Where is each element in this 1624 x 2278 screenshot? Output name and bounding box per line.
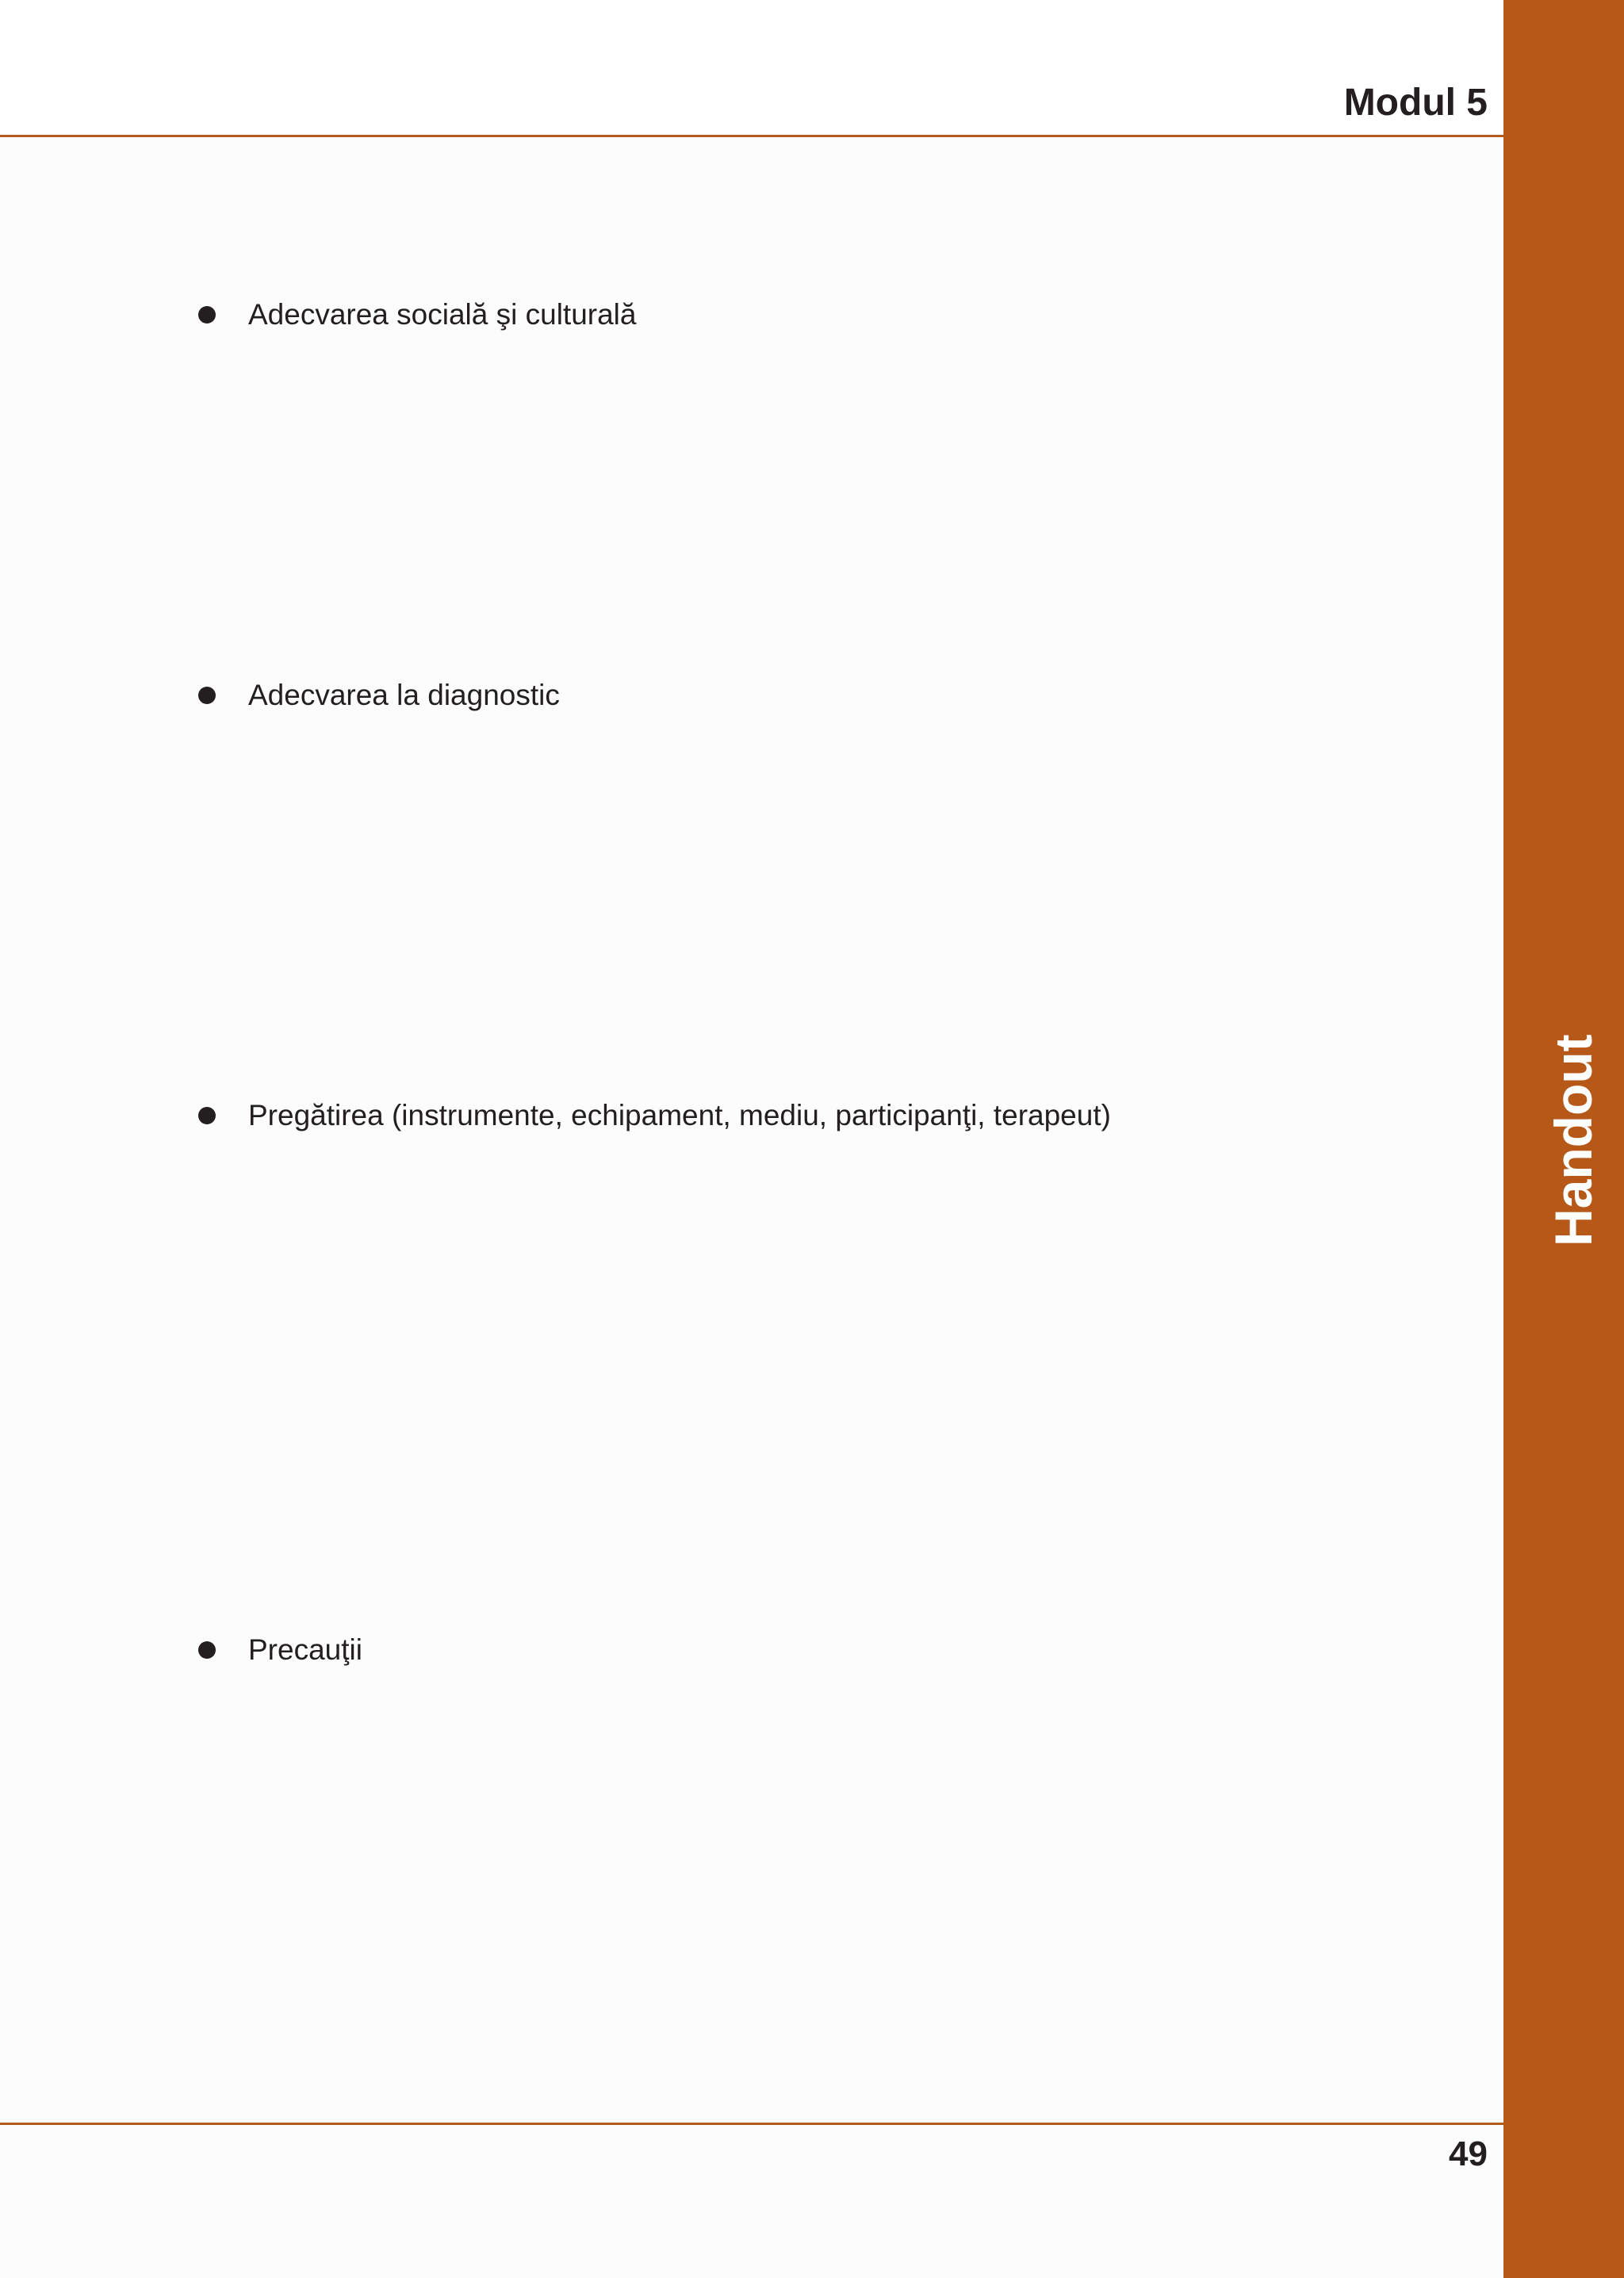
side-tab-label: Handout	[1544, 1034, 1603, 1246]
header-band	[0, 0, 1503, 136]
footer-divider	[0, 2123, 1503, 2125]
list-item-text: Pregătirea (instrumente, echipament, mediu, participanţi, terapeut)	[248, 1099, 1111, 1131]
bullet-icon	[198, 1107, 216, 1124]
header-divider	[0, 135, 1503, 137]
list-item-text: Adecvarea socială şi culturală	[248, 298, 637, 331]
module-title: Modul 5	[1343, 82, 1488, 124]
bullet-icon	[198, 687, 216, 704]
bullet-icon	[198, 1641, 216, 1659]
list-item-text: Precauţii	[248, 1633, 362, 1666]
page-number: 49	[1449, 2134, 1488, 2173]
list-item-text: Adecvarea la diagnostic	[248, 679, 560, 711]
bullet-icon	[198, 306, 216, 324]
